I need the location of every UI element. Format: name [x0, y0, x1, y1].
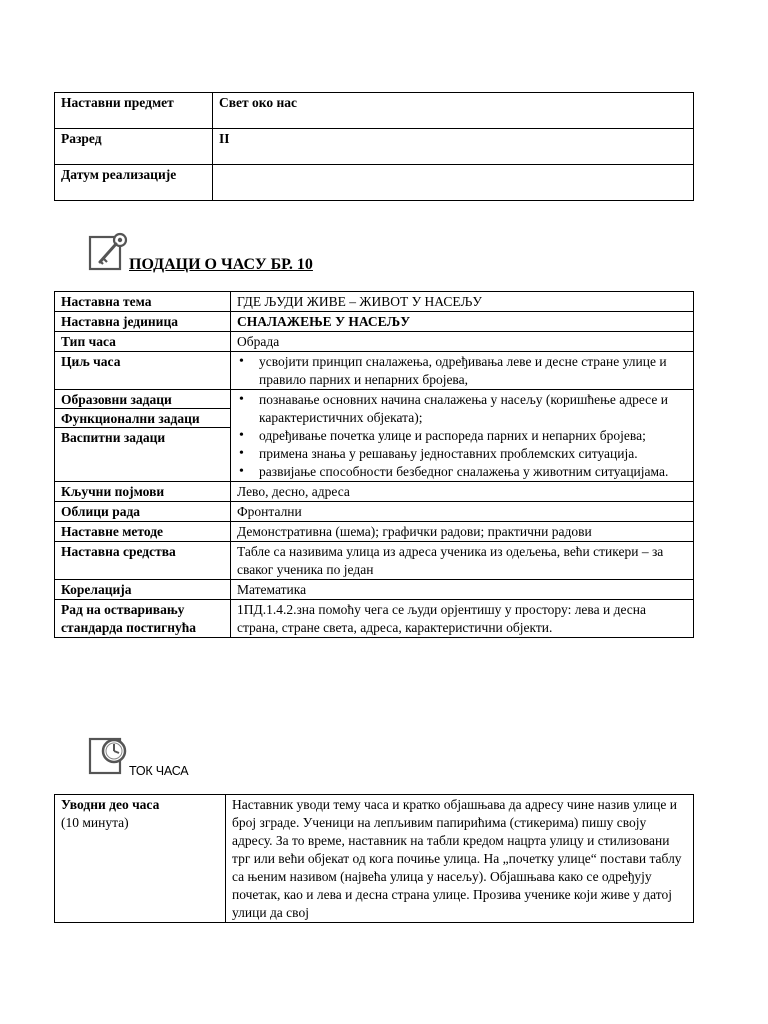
table-row [55, 312, 694, 332]
task-item: • познавање основних начина сналажења у насељу (коришћење адресе и карактеристичних објеката); [259, 391, 687, 427]
goal-label: Циљ часа [55, 352, 231, 390]
topic-label: Наставна тема [55, 292, 231, 312]
intro-part-text: Наставник уводи тему часа и кратко објашњава да адресу чине назив улице и број зграде. Ученици на лепљивим папирићима (стикерима) пишу своју адресу. За то време, наставник на табли кредом нацрта улицу и стилизовани трг или већи објекат од кога почиње улица. На „почетку улице“ постави таблу са њеним називом (највећа улица у насељу). Објашњава како се одређују почетак, као и лева и десна страна улице. Прозива ученике који живе у датој улици да свој [226, 795, 694, 923]
upbringing-tasks-label: Васпитни задаци [61, 430, 166, 445]
topic-value: ГДЕ ЉУДИ ЖИВЕ – ЖИВОТ У НАСЕЉУ [231, 292, 694, 312]
date-value [213, 165, 694, 201]
table-row [55, 482, 694, 502]
subject-label: Наставни предмет [55, 93, 213, 129]
table-row [55, 502, 694, 522]
work-forms-label: Облици рада [55, 502, 231, 522]
table-row [55, 332, 694, 352]
lesson-type-label: Тип часа [55, 332, 231, 352]
subject-value: Свет око нас [213, 93, 694, 129]
info-table [54, 92, 694, 201]
table-row [55, 580, 694, 600]
table-row [55, 522, 694, 542]
grade-value: II [213, 129, 694, 165]
date-label: Датум реализације [55, 165, 213, 201]
clock-icon [88, 735, 130, 777]
goal-item: • усвојити принцип сналажења, одређивања леве и десне стране улице и правило парних и непарних бројева, [259, 353, 687, 389]
tasks-label-cell [55, 390, 231, 482]
table-row [55, 129, 694, 165]
table-row [55, 600, 694, 638]
task-item: • одређивање почетка улице и распореда парних и непарних бројева; [259, 427, 687, 445]
educational-tasks-label: Образовни задаци [55, 390, 230, 409]
resources-value: Табле са називима улица из адреса ученика из одељења, већи стикери – за сваког ученика по један [231, 542, 694, 580]
lesson-table [54, 291, 694, 638]
goal-value [231, 352, 694, 390]
standards-value: 1ПД.1.4.2.зна помоћу чега се људи орјентишу у простору: лева и десна страна, стране света, адреса, карактеристични објекти. [231, 600, 694, 638]
tasks-value [231, 390, 694, 482]
table-row [55, 390, 694, 482]
section-title-lesson-flow: ТОК ЧАСА [129, 764, 189, 778]
key-icon [88, 230, 130, 272]
unit-value: СНАЛАЖЕЊЕ У НАСЕЉУ [231, 312, 694, 332]
work-forms-value: Фронтални [231, 502, 694, 522]
functional-tasks-label: Функционални задаци [55, 409, 230, 428]
standards-label: Рад на остваривању стандарда постигнућа [55, 600, 231, 638]
table-row [55, 93, 694, 129]
resources-label: Наставна средства [55, 542, 231, 580]
table-row [55, 352, 694, 390]
methods-value: Демонстративна (шема); графички радови; практични радови [231, 522, 694, 542]
intro-part-cell [55, 795, 226, 923]
section-title-lesson-data: ПОДАЦИ О ЧАСУ БР. 10 [129, 256, 313, 273]
task-item: • примена знања у решавању једноставних проблемских ситуација. [259, 445, 687, 463]
lesson-flow-table [54, 794, 694, 923]
key-terms-label: Кључни појмови [55, 482, 231, 502]
table-row [55, 795, 694, 923]
lesson-type-value: Обрада [231, 332, 694, 352]
table-row [55, 542, 694, 580]
correlation-label: Корелација [55, 580, 231, 600]
table-row [55, 165, 694, 201]
task-item: • развијање способности безбедног сналажења у животним ситуацијама. [259, 463, 687, 481]
methods-label: Наставне методе [55, 522, 231, 542]
intro-part-label: Уводни део часа [61, 797, 160, 812]
correlation-value: Математика [231, 580, 694, 600]
intro-part-duration: (10 минута) [61, 815, 129, 830]
unit-label: Наставна јединица [55, 312, 231, 332]
grade-label: Разред [55, 129, 213, 165]
key-terms-value: Лево, десно, адреса [231, 482, 694, 502]
table-row [55, 292, 694, 312]
